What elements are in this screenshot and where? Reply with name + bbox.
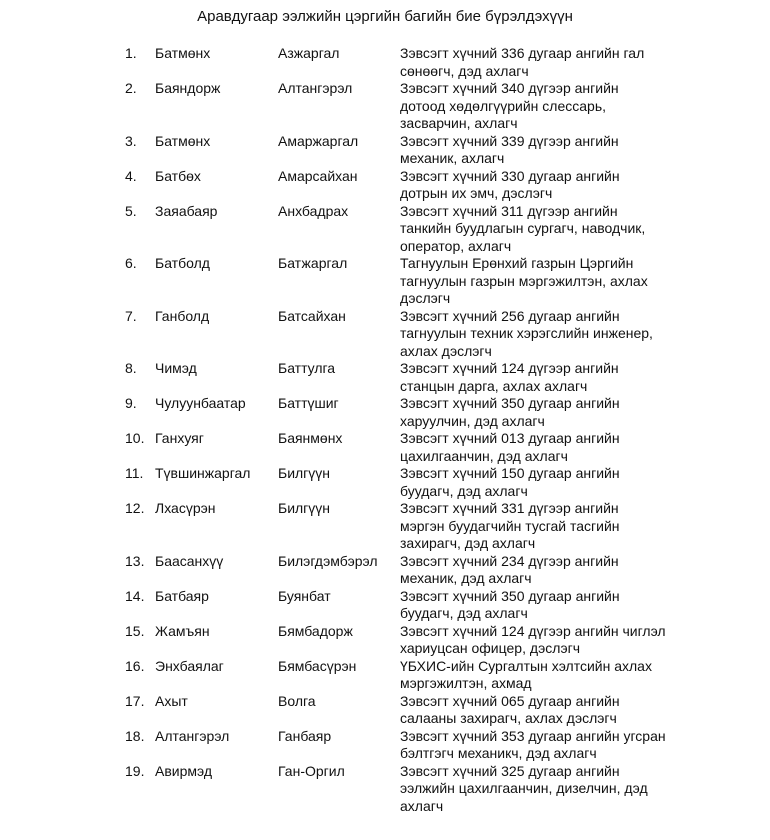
- person-parent-name: Амарсайхан: [278, 167, 358, 184]
- roster-row: [0, 728, 770, 763]
- row-number: 12.: [125, 500, 145, 516]
- person-position: Зэвсэгт хүчний 340 дүгээр ангийн дотоод хөдөлгүүрийн слессарь, засварчин, ахлагч: [400, 80, 619, 131]
- person-position: Зэвсэгт хүчний 065 дугаар ангийн салааны захирагч, ахлах дэслэгч: [400, 692, 620, 726]
- roster-row: [0, 45, 770, 80]
- person-position: Зэвсэгт хүчний 353 дугаар ангийн угсран бэлтгэгч механикч, дэд ахлагч: [400, 727, 666, 761]
- person-name: Батмөнх: [155, 45, 211, 61]
- roster-row: [0, 500, 770, 553]
- roster-row: [0, 308, 770, 361]
- person-position: Зэвсэгт хүчний 330 дугаар ангийн дотрын их эмч, дэслэгч: [400, 167, 620, 201]
- person-position: Зэвсэгт хүчний 331 дүгээр ангийн мэргэн буудагчийн тусгай тасгийн захирагч, дэд ахлагч: [400, 500, 620, 551]
- row-number: 14.: [125, 587, 145, 604]
- roster-row: [0, 588, 770, 623]
- person-name: Баасанхүү: [155, 552, 224, 569]
- roster-row: [0, 658, 770, 693]
- person-position: Зэвсэгт хүчний 339 дүгээр ангийн механик, ахлагч: [400, 132, 619, 166]
- row-number: 8.: [125, 360, 137, 376]
- person-name: Заяабаяр: [155, 202, 218, 219]
- person-name: Түвшинжаргал: [155, 465, 251, 481]
- row-number: 4.: [125, 167, 137, 184]
- person-position: Зэвсэгт хүчний 256 дугаар ангийн тагнуулын техник хэрэгслийн инженер, ахлах дэслэгч: [400, 307, 653, 359]
- roster-row: [0, 553, 770, 588]
- person-name: Жамъян: [155, 622, 210, 639]
- person-parent-name: Алтангэрэл: [278, 80, 353, 96]
- person-position: Тагнуулын Ерөнхий газрын Цэргийн тагнуулын газрын мэргэжилтэн, ахлах дэслэгч: [400, 255, 648, 306]
- row-number: 2.: [125, 80, 137, 96]
- roster-row: [0, 763, 770, 816]
- row-number: 3.: [125, 132, 137, 149]
- person-name: Чимэд: [155, 360, 197, 376]
- row-number: 17.: [125, 692, 145, 709]
- person-position: Зэвсэгт хүчний 013 дугаар ангийн цахилгаанчин, дэд ахлагч: [400, 430, 620, 464]
- row-number: 19.: [125, 762, 145, 779]
- person-name: Энхбаялаг: [155, 657, 224, 674]
- person-parent-name: Амаржаргал: [278, 132, 359, 149]
- roster-row: [0, 255, 770, 308]
- row-number: 6.: [125, 255, 137, 271]
- person-parent-name: Азжаргал: [278, 45, 340, 61]
- document-title: Аравдугаар ээлжийн цэргийн багийн бие бүрэлдэхүүн: [197, 8, 573, 25]
- row-number: 13.: [125, 552, 145, 569]
- roster-row: [0, 395, 770, 430]
- row-number: 15.: [125, 622, 145, 639]
- person-name: Алтангэрэл: [155, 727, 230, 744]
- person-parent-name: Баттулга: [278, 360, 336, 376]
- person-position: Зэвсэгт хүчний 350 дугаар ангийн буудагч, дэд ахлагч: [400, 587, 620, 621]
- person-position: Зэвсэгт хүчний 150 дугаар ангийн буудагч, дэд ахлагч: [400, 465, 620, 499]
- person-position: Зэвсэгт хүчний 124 дүгээр ангийн станцын дарга, ахлах ахлагч: [400, 360, 619, 394]
- person-parent-name: Баттүшиг: [278, 395, 339, 411]
- person-name: Батбөх: [155, 167, 201, 184]
- person-name: Ганхуяг: [155, 430, 204, 446]
- person-position: ҮБХИС-ийн Сургалтын хэлтсийн ахлах мэргэжилтэн, ахмад: [400, 657, 652, 691]
- person-position: Зэвсэгт хүчний 311 дүгээр ангийн танкийн буудлагын сургагч, наводчик, оператор, ахлагч: [400, 202, 646, 254]
- roster-row: [0, 80, 770, 133]
- person-position: Зэвсэгт хүчний 124 дүгээр ангийн чиглэл хариуцсан офицер, дэслэгч: [400, 622, 666, 656]
- row-number: 18.: [125, 727, 145, 744]
- row-number: 7.: [125, 307, 137, 324]
- person-name: Чулуунбаатар: [155, 395, 246, 411]
- person-name: Авирмэд: [155, 762, 213, 779]
- person-position: Зэвсэгт хүчний 325 дугаар ангийн ээлжийн цахилгаанчин, дизелчин, дэд ахлагч: [400, 762, 648, 814]
- personnel-roster: [0, 45, 770, 815]
- roster-row: [0, 360, 770, 395]
- person-position: Зэвсэгт хүчний 336 дугаар ангийн гал сөнөөгч, дэд ахлагч: [400, 45, 645, 79]
- person-parent-name: Волга: [278, 692, 316, 709]
- row-number: 16.: [125, 657, 145, 674]
- person-parent-name: Ганбаяр: [278, 727, 332, 744]
- row-number: 11.: [125, 465, 144, 481]
- person-parent-name: Баянмөнх: [278, 430, 343, 446]
- row-number: 10.: [125, 430, 145, 446]
- roster-row: [0, 623, 770, 658]
- person-parent-name: Батжаргал: [278, 255, 348, 271]
- row-number: 5.: [125, 202, 137, 219]
- row-number: 1.: [125, 45, 137, 61]
- person-name: Батболд: [155, 255, 210, 271]
- person-parent-name: Батсайхан: [278, 307, 346, 324]
- person-parent-name: Буянбат: [278, 587, 331, 604]
- person-parent-name: Бямбасүрэн: [278, 657, 357, 674]
- row-number: 9.: [125, 395, 137, 411]
- roster-row: [0, 693, 770, 728]
- roster-row: [0, 430, 770, 465]
- person-position: Зэвсэгт хүчний 234 дүгээр ангийн механик, дэд ахлагч: [400, 552, 619, 586]
- roster-row: [0, 133, 770, 168]
- person-parent-name: Ган-Оргил: [278, 762, 345, 779]
- person-parent-name: Анхбадрах: [278, 202, 349, 219]
- person-parent-name: Билгүүн: [278, 465, 331, 481]
- person-name: Ганболд: [155, 307, 210, 324]
- person-name: Ахыт: [155, 692, 188, 709]
- person-name: Лхасүрэн: [155, 500, 216, 516]
- roster-row: [0, 203, 770, 256]
- person-parent-name: Билгүүн: [278, 500, 331, 516]
- person-position: Зэвсэгт хүчний 350 дугаар ангийн харуулчин, дэд ахлагч: [400, 395, 620, 429]
- person-name: Батбаяр: [155, 587, 209, 604]
- person-name: Баяндорж: [155, 80, 221, 96]
- person-parent-name: Билэгдэмбэрэл: [278, 552, 378, 569]
- person-name: Батмөнх: [155, 132, 211, 149]
- roster-row: [0, 168, 770, 203]
- roster-row: [0, 465, 770, 500]
- person-parent-name: Бямбадорж: [278, 622, 353, 639]
